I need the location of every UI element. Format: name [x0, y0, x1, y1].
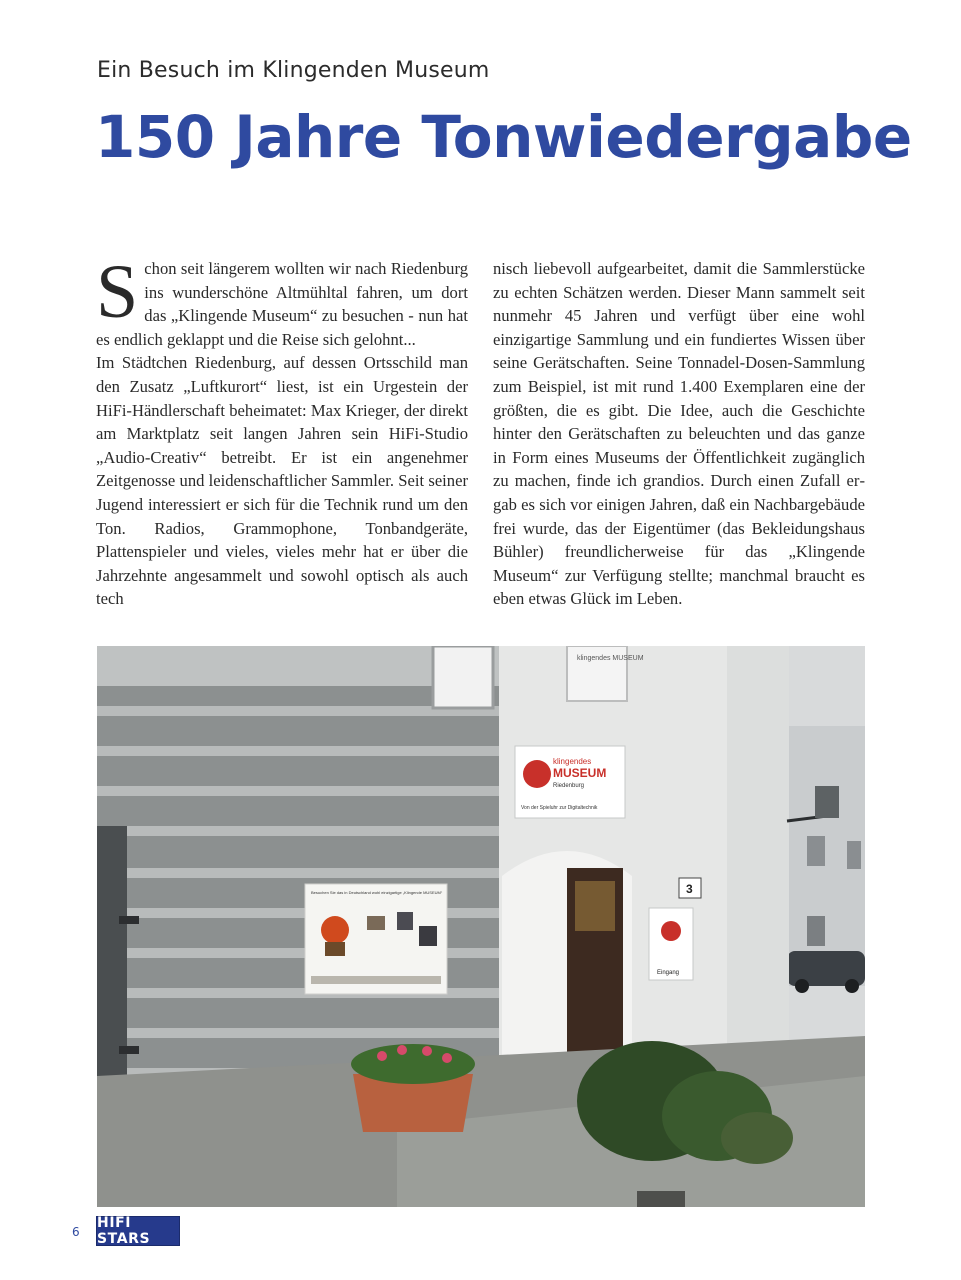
house-number: 3	[686, 882, 693, 896]
drop-cap: S	[96, 250, 139, 334]
article-kicker: Ein Besuch im Klingenden Museum	[97, 58, 490, 83]
museum-photo	[97, 646, 865, 1207]
sign-small-title: klingendes	[553, 757, 592, 766]
article-paragraph-1	[96, 250, 468, 351]
sign-main-title: MUSEUM	[553, 766, 607, 780]
article-headline: 150 Jahre Tonwiedergabe	[95, 103, 912, 171]
door-sign-label: Eingang	[657, 970, 680, 976]
magazine-logo	[96, 1216, 180, 1246]
page-number: 6	[72, 1225, 80, 1239]
article-column-left	[96, 250, 468, 611]
article-paragraph-1-text: chon seit längerem wollten wir nach Riedenburg ins wunderschöne Altmühltal fahren, um dort das „Klingende Museum“ zu besuchen - nun hat es endlich geklappt und die Reise sich gelohnt...	[96, 259, 468, 349]
article-paragraph-2: Im Städtchen Riedenburg, auf dessen Ortsschild man den Zusatz „Luftkurort“ liest, ist ein Urgestein der HiFi-Händlerschaft beheimatet: Max Krieger, der direkt am Marktplatz seit langen Jahren sein HiFi-Studio „Audio-Creativ“ betreibt. Er ist ein angenehmer Zeitgenosse und leidenschaftlicher Sammler. Seit seiner Jugend interessiert er sich für die Technik rund um den Ton. Radios, Grammophone, Tonbandgeräte, Plattenspieler und vieles, vieles mehr hat er über die Jahrzehnte angesammelt und sowohl optisch als auch tech	[96, 353, 468, 609]
article-paragraph-3: nisch liebevoll aufgearbeitet, damit die Sammlerstücke zu echten Schätzen werden. Dieser Mann sammelt seit nunmehr 45 Jahren und verfügt über eine wohl einzigartige Sammlung und ein fundiertes Wissen über seine Gerätschaften. Seine Tonnadel-Dosen-Sammlung zum Beispiel, ist mit rund 1.400 Exemplaren eine der größten, die es gibt. Die Idee, auch die Geschichte hinter den Gerätschaften zu beleuchten und das ganze in Form eines Museums der Öffentlichkeit zugänglich zu machen, finde ich grandios. Durch einen Zufall ergab es sich vor einigen Jahren, daß ein Nachbargebäude frei wurde, das der Eigentümer (das Bekleidungshaus Bühler) freundlicherweise für das „Klingende Museum“ zur Verfügung stellte; manchmal braucht es eben etwas Glück im Leben.	[493, 259, 865, 609]
sign-tagline: Von der Spieluhr zur Digitaltechnik	[521, 805, 598, 811]
sign-sub: Riedenburg	[553, 783, 585, 789]
poster-title: Besuchen Sie das in Deutschland wohl einzigartige „Klingende MUSEUM“	[311, 890, 443, 895]
magazine-logo-text: HIFI STARS	[97, 1215, 151, 1247]
article-column-right	[493, 257, 865, 611]
window-sign: klingendes MUSEUM	[577, 655, 644, 662]
